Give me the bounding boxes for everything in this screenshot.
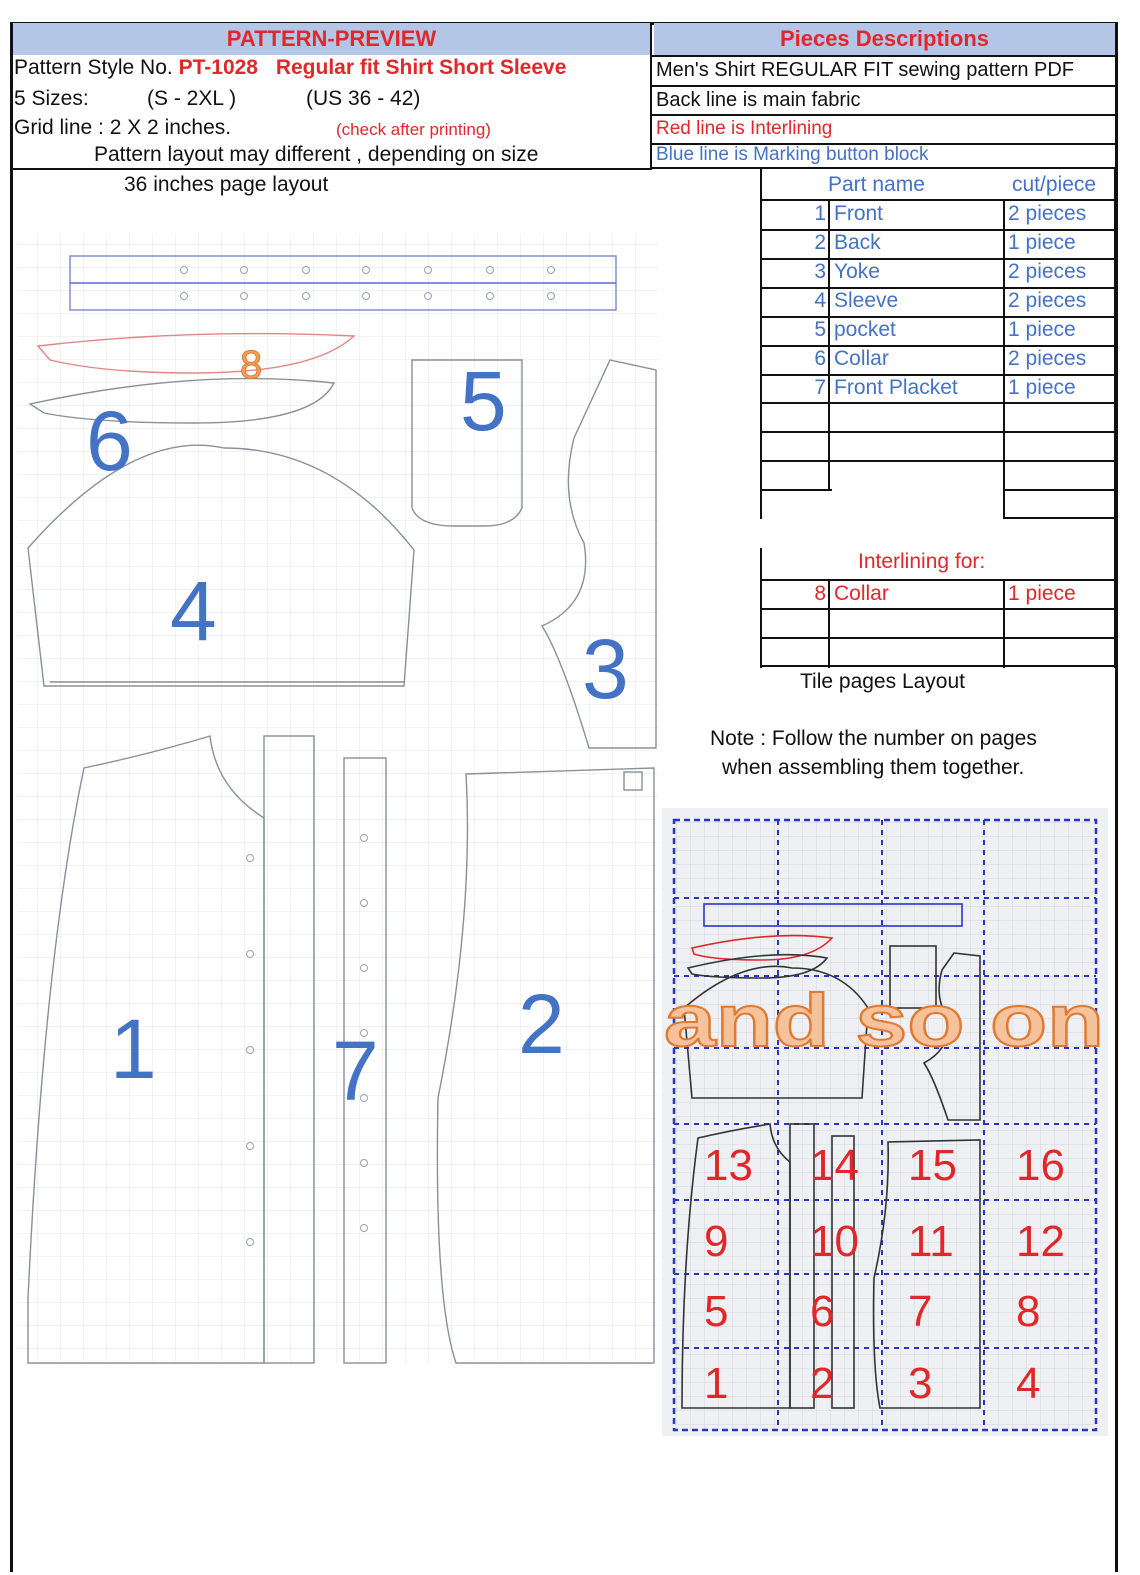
piece-number-6: 6: [86, 394, 133, 488]
desc-row-line: [652, 167, 1118, 169]
tile-page-number: 5: [704, 1287, 729, 1336]
part-row-name: Collar: [834, 347, 889, 370]
table-line: [760, 199, 1116, 201]
part-row-name: Back: [834, 231, 881, 254]
part-row-name: pocket: [834, 318, 896, 341]
tile-page-number: 2: [810, 1359, 835, 1408]
pieces-descriptions-title: Pieces Descriptions: [779, 26, 990, 51]
table-line: [760, 402, 1116, 404]
header-part-name: Part name: [828, 173, 925, 196]
part-row-number: 5: [814, 318, 826, 341]
style-number: PT-1028: [178, 56, 258, 79]
desc-line-2: Back line is main fabric: [656, 89, 861, 111]
desc-line-1: Men's Shirt REGULAR FIT sewing pattern PDF: [656, 59, 1075, 81]
tile-page-number: 9: [704, 1217, 729, 1266]
pattern-style-line: [14, 55, 566, 81]
tile-page-number: 6: [810, 1287, 835, 1336]
tile-title: Tile pages Layout: [800, 670, 965, 693]
pattern-layout-drawing: [14, 198, 664, 1378]
tile-page-number: 4: [1016, 1359, 1041, 1408]
pattern-preview-header: [13, 23, 650, 55]
part-row-cut: 1 piece: [1008, 376, 1076, 399]
grid-note: (check after printing): [336, 120, 491, 139]
interlining-row-num: 8: [814, 582, 826, 605]
interlining-row-name: Collar: [834, 582, 889, 605]
tile-page-number: 7: [908, 1287, 933, 1336]
part-row-name: Yoke: [834, 260, 880, 283]
tile-note-line-2: when assembling them together.: [722, 756, 1025, 779]
piece-number-5: 5: [460, 354, 507, 448]
tile-page-number: 16: [1016, 1141, 1065, 1190]
table-line: [760, 608, 1116, 610]
sizes-us: (US 36 - 42): [306, 87, 421, 110]
page-layout-label: 36 inches page layout: [124, 173, 329, 196]
tile-page-number: 11: [908, 1217, 954, 1266]
piece-number-4: 4: [170, 564, 217, 658]
part-row-cut: 2 pieces: [1008, 289, 1087, 312]
part-row-cut: 2 pieces: [1008, 260, 1087, 283]
tile-page-number: 12: [1016, 1217, 1065, 1266]
tile-page-number: 10: [810, 1217, 859, 1266]
sizes-range: (S - 2XL ): [147, 87, 237, 110]
part-row-number: 2: [814, 231, 826, 254]
part-row-number: 3: [814, 260, 826, 283]
desc-line-3: Red line is Interlining: [656, 118, 833, 139]
part-row-cut: 2 pieces: [1008, 202, 1087, 225]
header-divider: [650, 22, 652, 170]
tile-page-number: 13: [704, 1141, 753, 1190]
pieces-descriptions-header: [654, 23, 1115, 55]
layout-note: Pattern layout may different , depending on size: [94, 143, 539, 166]
part-row-name: Front Placket: [834, 376, 958, 399]
table-line: [1003, 517, 1116, 519]
piece-number-8: 8: [240, 343, 263, 387]
part-row-cut: 2 pieces: [1008, 347, 1087, 370]
and-so-on-overlay: and so on: [664, 979, 1104, 1062]
table-line: [760, 637, 1116, 639]
pattern-preview-title: PATTERN-PREVIEW: [226, 26, 437, 51]
style-label: Pattern Style No.: [14, 56, 173, 79]
interlining-title: Interlining for:: [858, 550, 986, 573]
tile-page-number: 14: [810, 1141, 859, 1190]
grid-line-label: Grid line : 2 X 2 inches.: [14, 116, 232, 139]
sizes-label: 5 Sizes:: [14, 87, 89, 110]
tile-layout-thumbnail: [662, 808, 1110, 1438]
style-name: Regular fit Shirt Short Sleeve: [275, 56, 567, 79]
part-row-cut: 1 piece: [1008, 231, 1076, 254]
table-line: [1003, 200, 1005, 519]
table-line: [1114, 519, 1116, 668]
table-line: [760, 489, 832, 491]
piece-number-2: 2: [518, 977, 565, 1071]
piece-number-1: 1: [110, 1002, 157, 1096]
tile-note-line-1: Note : Follow the number on pages: [710, 727, 1037, 750]
table-line: [760, 579, 1116, 581]
header-bottom-line: [10, 168, 652, 170]
table-line: [828, 580, 830, 668]
part-row-cut: 1 piece: [1008, 318, 1076, 341]
tile-page-number: 3: [908, 1359, 933, 1408]
part-row-number: 7: [814, 376, 826, 399]
tile-page-number: 15: [908, 1141, 957, 1190]
piece-number-3: 3: [582, 622, 629, 716]
header-cut-piece: cut/piece: [1012, 173, 1097, 196]
tile-page-number: 1: [704, 1359, 729, 1408]
tile-page-number: 8: [1016, 1287, 1041, 1336]
interlining-row-cut: 1 piece: [1008, 582, 1076, 605]
part-row-name: Sleeve: [834, 289, 899, 312]
part-row-number: 6: [814, 347, 826, 370]
table-line: [1003, 489, 1116, 491]
table-line: [760, 431, 1116, 433]
piece-number-7: 7: [332, 1024, 379, 1118]
part-row-number: 4: [814, 289, 826, 312]
desc-line-4: Blue line is Marking button block: [656, 144, 929, 165]
part-row-number: 1: [814, 202, 826, 225]
table-line: [1003, 580, 1005, 668]
table-line: [760, 460, 1116, 462]
table-line: [1114, 169, 1116, 519]
part-row-name: Front: [834, 202, 884, 225]
table-line: [760, 665, 1116, 667]
